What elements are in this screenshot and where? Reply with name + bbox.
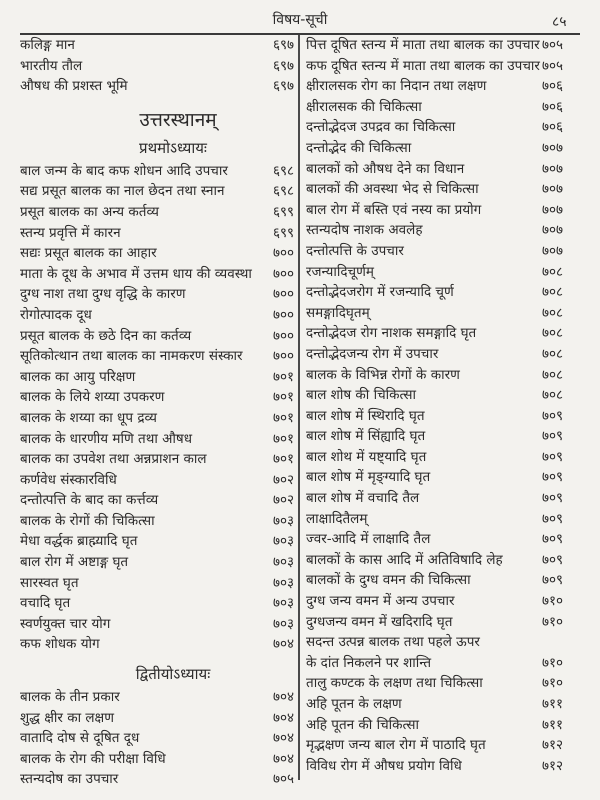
toc-entry-title: क्षीरालसक रोग का निदान तथा लक्षण (306, 78, 487, 95)
toc-entry (306, 262, 586, 283)
toc-entry-title: बाल शोष की चिकित्सा (306, 387, 416, 404)
toc-entry (20, 449, 296, 470)
toc-entry (306, 76, 586, 97)
toc-entry-title: बाल शोष में सिंह्यादि घृत (306, 428, 426, 445)
toc-entry-title: बालक का उपवेश तथा अन्नप्राशन काल (20, 451, 207, 468)
toc-entry-page: ६९९ (272, 203, 294, 220)
toc-entry-page: ७१२ (542, 737, 564, 754)
toc-entry (306, 56, 586, 77)
toc-entry (306, 35, 586, 56)
toc-entry-page: ७०४ (272, 750, 294, 767)
toc-entry-page: ७१० (542, 675, 564, 692)
chapter-heading: द्वितीयोऽध्यायः (135, 665, 211, 684)
toc-entry-page: ७०२ (272, 471, 294, 488)
toc-entry-page: ७०८ (542, 325, 564, 342)
column-divider (298, 35, 300, 780)
toc-entry-page: ७०५ (542, 37, 564, 53)
toc-entry (20, 56, 296, 77)
toc-entry-title: सद्यः प्रसूत बालक का आहार (20, 245, 157, 262)
toc-entry-title: दन्तोद्भेद की चिकित्सा (306, 139, 412, 156)
toc-entry-page: ७०७ (542, 181, 564, 198)
toc-entry-title: रोगोत्पादक दूध (20, 306, 92, 323)
toc-entry-title: बालक के तीन प्रकार (20, 689, 120, 706)
toc-entry-page: ७०९ (542, 531, 564, 548)
toc-entry (20, 708, 296, 729)
toc-entry-title: प्रसूत बालक के छठे दिन का कर्तव्य (20, 327, 192, 344)
toc-entry-page: ६९९ (272, 224, 294, 241)
toc-entry-page: ६९७ (272, 57, 294, 74)
toc-entry-page: ७०६ (542, 78, 564, 95)
toc-entry-title: दन्तोद्भेदजरोग में रजन्यादि चूर्ण (306, 284, 454, 301)
toc-entry (306, 570, 586, 591)
toc-entry (20, 35, 296, 56)
toc-entry (306, 756, 586, 777)
toc-entry (306, 673, 586, 694)
toc-entry-title: समङ्गादिघृतम् (306, 304, 370, 321)
section-heading: उत्तरस्थानम् (139, 108, 217, 131)
toc-entry (306, 509, 586, 530)
toc-entry (306, 385, 586, 406)
toc-entry-title: लाक्षादितैलम् (306, 510, 368, 527)
toc-entry (306, 97, 586, 118)
toc-entry (20, 326, 296, 347)
toc-entry (20, 429, 296, 450)
toc-entry-page: ७०६ (542, 119, 564, 136)
toc-entry-title: औषध की प्रशस्त भूमि (20, 78, 128, 95)
toc-entry-title: मेधा वर्द्धक ब्राह्म्यादि घृत (20, 533, 138, 550)
toc-list-right (306, 35, 586, 776)
toc-entry-page: ७०१ (272, 368, 294, 385)
toc-entry-page: ७०७ (542, 222, 564, 239)
toc-entry-page: ७०९ (542, 572, 564, 589)
toc-entry (306, 303, 586, 324)
toc-entry (20, 284, 296, 305)
toc-entry-title: दन्तोद्भेदज उपद्रव का चिकित्सा (306, 119, 456, 136)
toc-entry (20, 161, 296, 182)
toc-list-top (20, 35, 296, 97)
toc-entry (306, 632, 586, 653)
toc-entry (20, 367, 296, 388)
toc-entry-title: स्तन्य प्रवृत्ति में कारन (20, 224, 121, 241)
toc-entry-title: दन्तोत्पत्ति के उपचार (306, 242, 404, 259)
toc-entry-title: बालक के शय्या का धूप द्रव्य (20, 409, 157, 426)
toc-entry (306, 612, 586, 633)
toc-entry (20, 408, 296, 429)
toc-entry-title: बाल शोष में वचादि तैल (306, 490, 420, 507)
toc-entry (306, 694, 586, 715)
toc-entry-title: पित्त दूषित स्तन्य में माता तथा बालक का उपचार (306, 37, 540, 53)
toc-entry (306, 426, 586, 447)
toc-entry-page: ७०० (272, 265, 294, 282)
toc-entry-page: ७०७ (542, 242, 564, 259)
toc-entry-page: ७०३ (272, 533, 294, 550)
toc-entry-title: बाल जन्म के बाद कफ शोधन आदि उपचार (20, 162, 228, 179)
toc-entry-title: अहि पूतन के लक्षण (306, 696, 402, 712)
toc-entry-title: बाल रोग में बस्ति एवं नस्य का प्रयोग (306, 201, 482, 218)
toc-entry-title: के दांत निकलने पर शान्ति (306, 654, 432, 671)
toc-entry-title: दुग्ध नाश तथा दुग्ध वृद्धि के कारण (20, 286, 186, 303)
toc-entry (20, 614, 296, 635)
toc-entry-title: दन्तोद्भेदजन्य रोग में उपचार (306, 345, 439, 362)
toc-entry-page: ७०१ (272, 409, 294, 426)
toc-entry-page: ७०८ (542, 284, 564, 301)
toc-entry-page: ७०३ (272, 574, 294, 591)
toc-entry-page: ७०० (272, 327, 294, 344)
toc-entry-page: ७०२ (272, 492, 294, 509)
toc-entry-title: दुग्धजन्य वमन में खदिरादि घृत (306, 613, 453, 630)
toc-entry-page: ७११ (542, 716, 564, 733)
toc-entry (306, 591, 586, 612)
toc-entry-page: ७०९ (542, 510, 564, 527)
toc-entry-title: बालक के रोगों की चिकित्सा (20, 512, 155, 529)
toc-entry-title: बालक के रोग की परीक्षा विधि (20, 750, 166, 767)
toc-entry (20, 76, 296, 97)
toc-entry (20, 223, 296, 244)
toc-entry-page: ७१२ (542, 757, 564, 774)
toc-entry (306, 735, 586, 756)
toc-entry (20, 749, 296, 770)
toc-entry-title: कलिङ्ग मान (20, 37, 75, 53)
toc-entry-title: विविध रोग में औषध प्रयोग विधि (306, 757, 462, 774)
toc-list-chapter1 (20, 161, 296, 655)
toc-entry-title: सद्य प्रसूत बालक का नाल छेदन तथा स्नान (20, 183, 225, 200)
toc-entry-title: बाल शोष में स्थिरादि घृत (306, 407, 425, 424)
toc-entry (20, 490, 296, 511)
toc-entry (306, 138, 586, 159)
toc-entry-title: बालक के धारणीय मणि तथा औषध (20, 430, 193, 447)
page-number: ८५ (552, 14, 567, 30)
toc-entry-page: ६९७ (272, 78, 294, 95)
toc-entry (20, 511, 296, 532)
toc-entry-page: ७०० (272, 306, 294, 323)
toc-entry-page: ७०५ (272, 771, 294, 788)
toc-entry-page: ६९८ (272, 162, 294, 179)
toc-entry-title: बालक के विभिन्न रोगों के कारण (306, 366, 460, 383)
toc-entry-title: बालकों के कास आदि में अतिविषादि लेह (306, 551, 503, 568)
toc-entry-page: ७०८ (542, 387, 564, 404)
toc-entry-page: ६९७ (272, 37, 294, 53)
toc-entry-page: ७०४ (272, 636, 294, 653)
toc-entry-page: ७०३ (272, 595, 294, 612)
toc-entry (20, 346, 296, 367)
toc-right-column (306, 35, 586, 776)
toc-entry (306, 179, 586, 200)
toc-entry (306, 529, 586, 550)
toc-entry-page: ७१० (542, 593, 564, 610)
header-title: विषय-सूची (272, 12, 328, 28)
toc-entry-title: सदन्त उत्पन्न बालक तथा पहले ऊपर (306, 634, 480, 651)
toc-entry (306, 406, 586, 427)
toc-entry-page: ७०३ (272, 615, 294, 632)
toc-entry-title: सूतिकोत्थान तथा बालक का नामकरण संस्कार (20, 348, 243, 365)
toc-entry-title: बाल शोष में मृङ्ग्यादि घृत (306, 469, 431, 486)
toc-entry (20, 593, 296, 614)
toc-entry-page: ७०३ (272, 512, 294, 529)
toc-entry-page: ७०६ (542, 98, 564, 115)
toc-entry (20, 264, 296, 285)
toc-entry-title: कफ दूषित स्तन्य में माता तथा बालक का उपचार (306, 57, 540, 74)
toc-entry-title: कर्णवेध संस्कारविधि (20, 471, 117, 488)
toc-entry-title: वचादि घृत (20, 595, 71, 612)
toc-entry-title: ज्वर-आदि में लाक्षादि तैल (306, 531, 431, 548)
toc-entry (306, 653, 586, 674)
toc-entry (306, 447, 586, 468)
toc-entry-page: ७०१ (272, 430, 294, 447)
toc-entry (20, 181, 296, 202)
toc-entry-page: ७१० (542, 613, 564, 630)
toc-entry (20, 202, 296, 223)
toc-entry-page: ७११ (542, 696, 564, 712)
toc-entry-title: कफ शोधक योग (20, 636, 100, 653)
toc-entry-page: ७०८ (542, 263, 564, 280)
toc-entry-title: बालकों की अवस्था भेद से चिकित्सा (306, 181, 479, 198)
toc-entry (20, 531, 296, 552)
toc-entry (306, 715, 586, 736)
toc-entry-page: ७०९ (542, 490, 564, 507)
toc-entry-page: ७०० (272, 286, 294, 303)
toc-entry-page: ७०४ (272, 730, 294, 747)
toc-entry-title: सारस्वत घृत (20, 574, 79, 591)
toc-entry (306, 344, 586, 365)
toc-entry-page: ७०७ (542, 139, 564, 156)
toc-left-column (20, 35, 296, 790)
toc-entry-title: बालक का आयु परिक्षण (20, 368, 136, 385)
toc-entry-title: तालु कण्टक के लक्षण तथा चिकित्सा (306, 675, 483, 692)
toc-entry-page: ७०९ (542, 428, 564, 445)
toc-entry-page: ७०८ (542, 366, 564, 383)
toc-entry-title: मृद्भक्षण जन्य बाल रोग में पाठादि घृत (306, 737, 486, 754)
toc-entry-title: क्षीरालसक की चिकित्सा (306, 98, 422, 115)
toc-entry-page: ७०९ (542, 551, 564, 568)
toc-entry (20, 573, 296, 594)
toc-entry-title: रजन्यादिचूर्णम् (306, 263, 374, 280)
toc-entry-page: ७०५ (542, 57, 564, 74)
toc-entry (306, 241, 586, 262)
toc-entry-page: ७०० (272, 245, 294, 262)
toc-entry (20, 687, 296, 708)
toc-entry (20, 470, 296, 491)
toc-entry (306, 159, 586, 180)
toc-entry (306, 365, 586, 386)
toc-entry (20, 552, 296, 573)
toc-entry-title: दन्तोत्पत्ति के बाद का कर्त्तव्य (20, 492, 159, 509)
chapter-heading: प्रथमोऽध्यायः (139, 138, 207, 157)
toc-entry-page: ७०० (272, 348, 294, 365)
toc-entry-page: ७०१ (272, 451, 294, 468)
toc-entry-title: दुग्ध जन्य वमन में अन्य उपचार (306, 593, 455, 610)
toc-entry (20, 728, 296, 749)
toc-entry-title: बालकों को औषध देने का विधान (306, 160, 465, 177)
toc-entry-title: स्वर्णयुक्त चार योग (20, 615, 111, 632)
toc-entry (306, 323, 586, 344)
toc-entry-title: बाल शोथ में यष्ट्यादि घृत (306, 448, 427, 465)
toc-entry-page: ७१० (542, 654, 564, 671)
toc-entry-page: ७०७ (542, 201, 564, 218)
toc-entry (306, 200, 586, 221)
toc-entry (20, 243, 296, 264)
toc-entry (20, 769, 296, 790)
toc-entry-title: शुद्ध क्षीर का लक्षण (20, 709, 114, 726)
toc-entry-page: ७०४ (272, 709, 294, 726)
toc-entry-page: ७०१ (272, 389, 294, 406)
toc-entry-page: ७०९ (542, 469, 564, 486)
toc-entry-title: बालकों के दुग्ध वमन की चिकित्सा (306, 572, 471, 589)
toc-entry-page: ७०८ (542, 345, 564, 362)
toc-entry (306, 488, 586, 509)
toc-entry (306, 117, 586, 138)
toc-entry (306, 467, 586, 488)
toc-entry-title: भारतीय तौल (20, 57, 83, 74)
toc-entry-title: बाल रोग में अष्टाङ्ग घृत (20, 554, 129, 571)
toc-entry-title: बालक के लिये शय्या उपकरण (20, 389, 165, 406)
toc-entry (306, 282, 586, 303)
toc-entry (20, 634, 296, 655)
toc-entry-page: ७०४ (272, 689, 294, 706)
toc-entry-title: अहि पूतन की चिकित्सा (306, 716, 419, 733)
toc-entry-title: माता के दूध के अभाव में उत्तम धाय की व्यवस्था (20, 265, 252, 282)
toc-entry-title: वातादि दोष से दूषित दूध (20, 730, 140, 747)
toc-entry-title: दन्तोद्भेदज रोग नाशक समङ्गादि घृत (306, 325, 477, 342)
toc-entry-page: ७०३ (272, 554, 294, 571)
toc-entry-title: स्तन्यदोष का उपचार (20, 771, 119, 788)
toc-entry-title: प्रसूत बालक का अन्य कर्तव्य (20, 203, 159, 220)
toc-entry-page: ७०७ (542, 160, 564, 177)
toc-entry (306, 550, 586, 571)
toc-entry (306, 220, 586, 241)
toc-entry-page: ७०९ (542, 407, 564, 424)
toc-entry-page: ७०८ (542, 304, 564, 321)
toc-entry (20, 305, 296, 326)
toc-entry-title: स्तन्यदोष नाशक अवलेह (306, 222, 423, 239)
toc-entry-page: ६९८ (272, 183, 294, 200)
toc-entry-page: ७०९ (542, 448, 564, 465)
toc-entry (20, 387, 296, 408)
toc-list-chapter2 (20, 687, 296, 790)
